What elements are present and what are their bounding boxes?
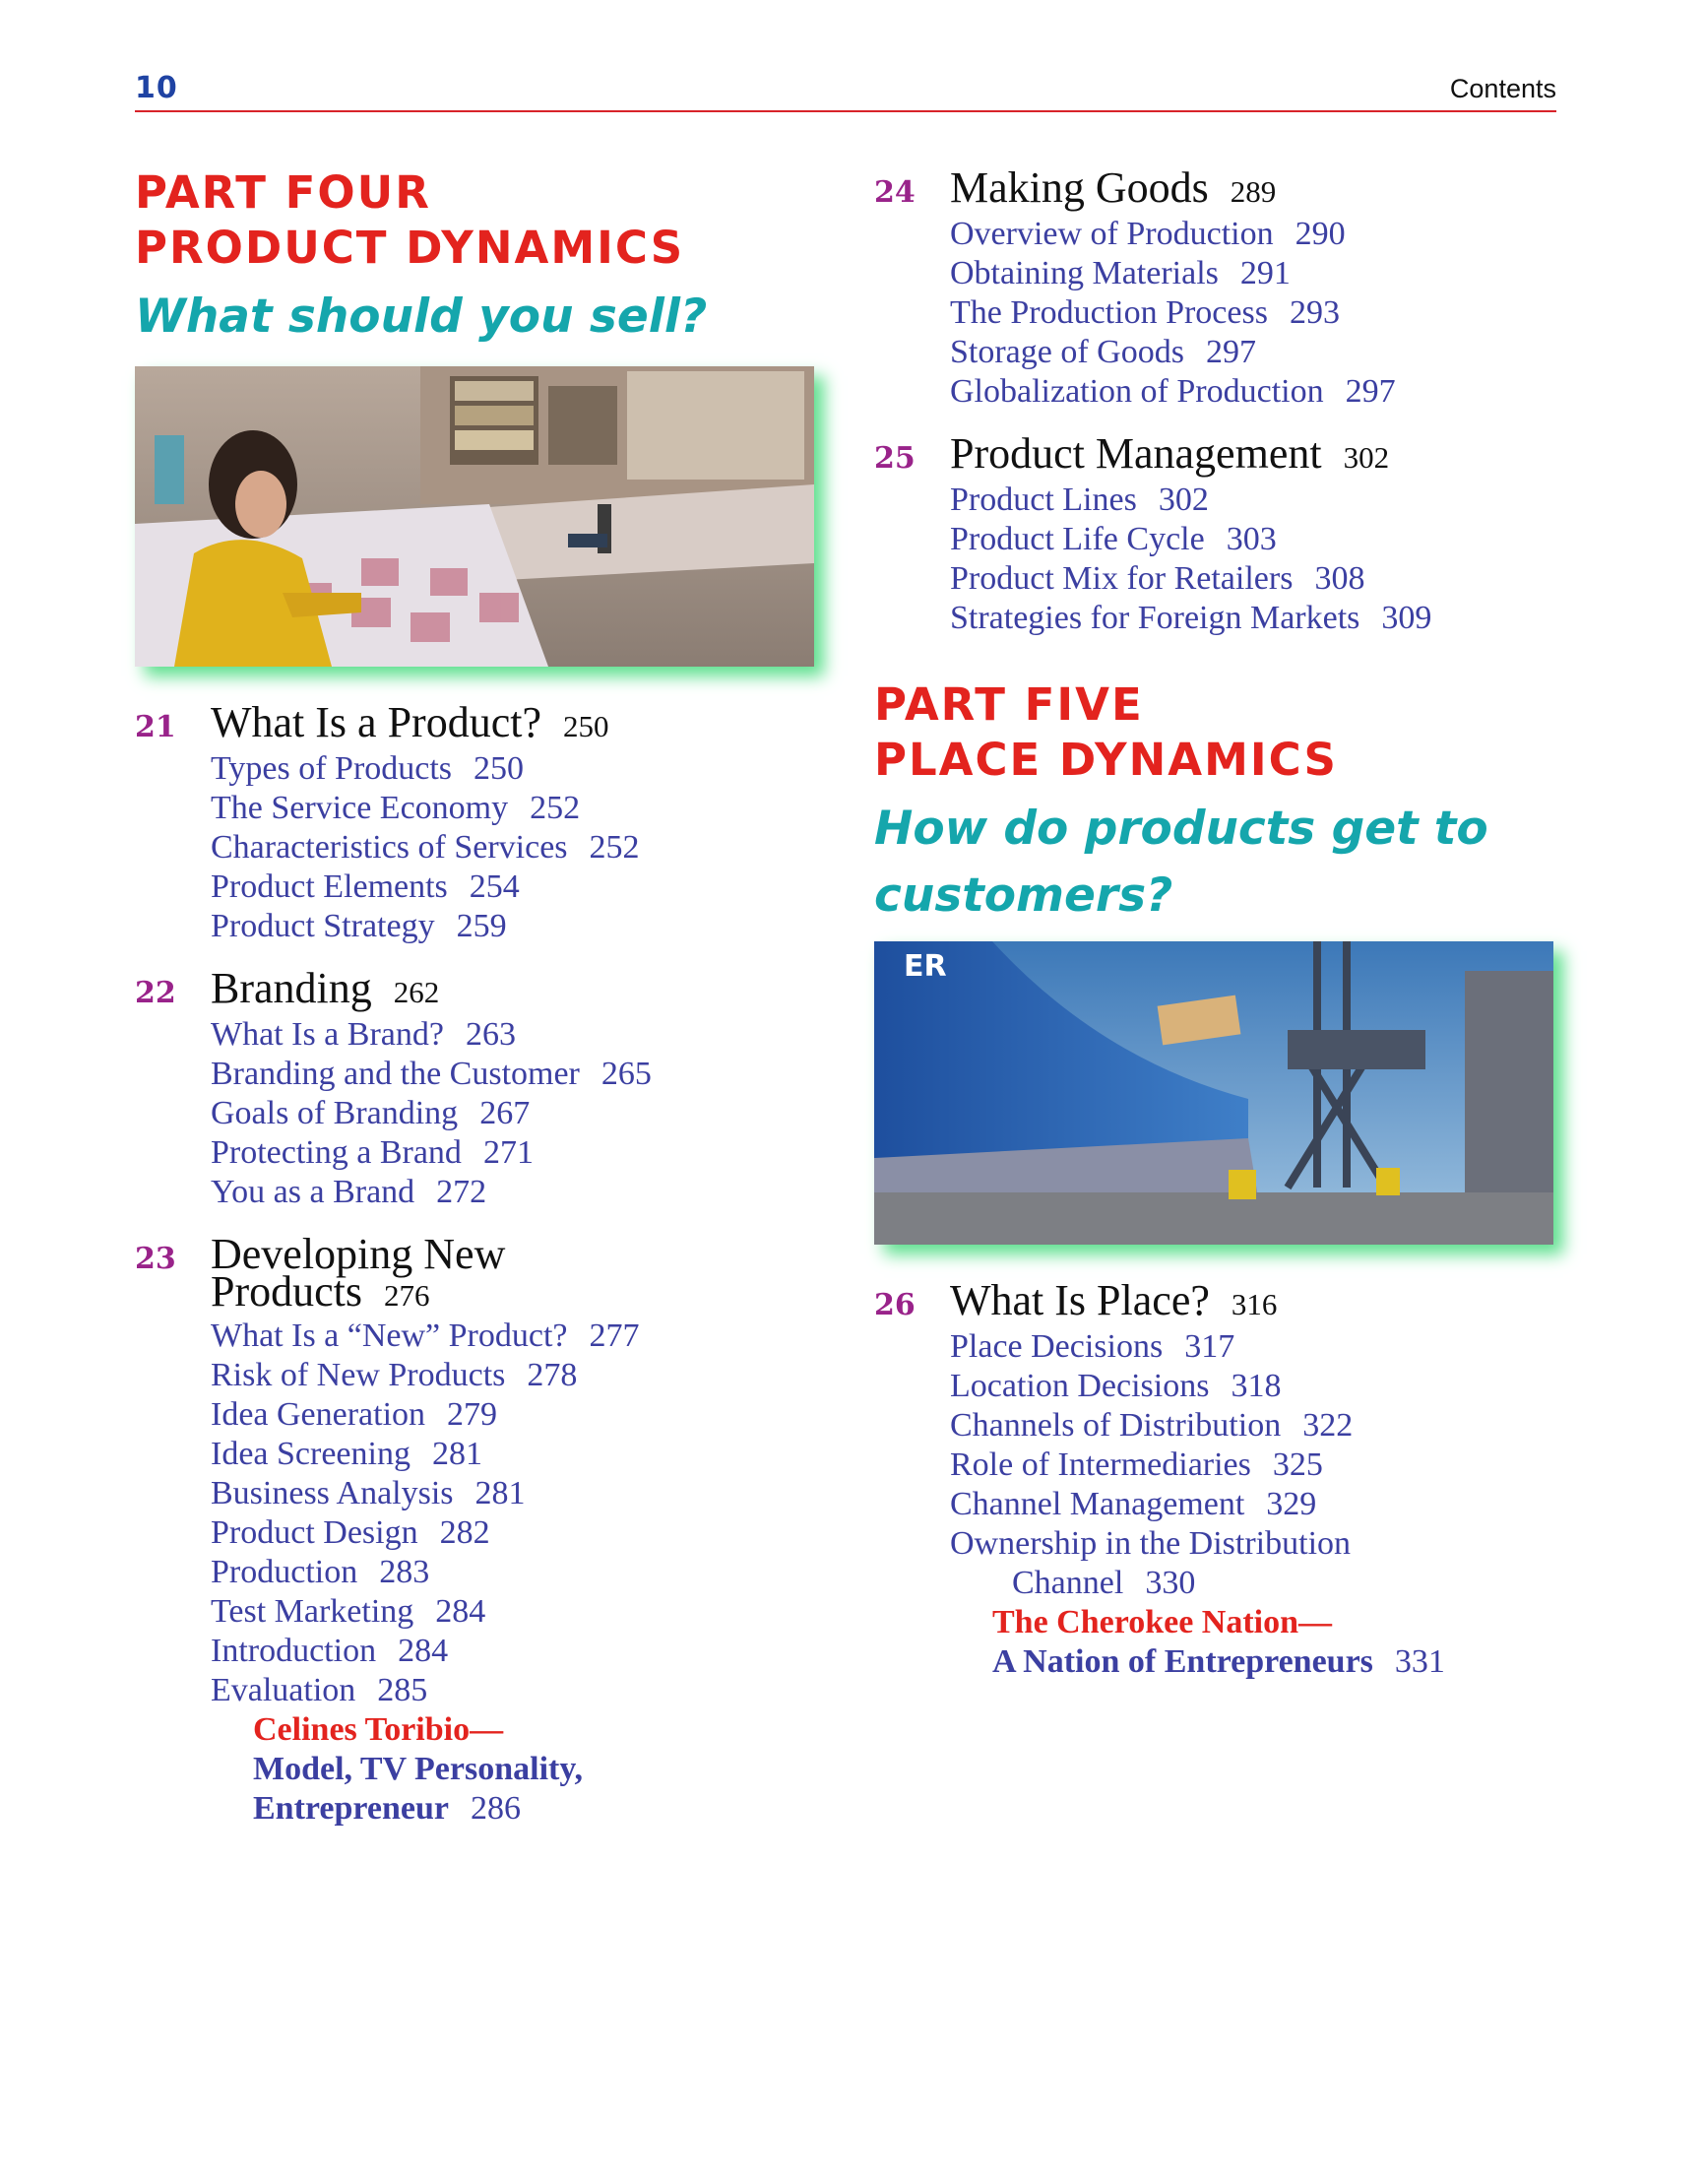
section-page: 303 xyxy=(1226,521,1277,557)
chapter-number: 22 xyxy=(135,976,176,1010)
ship-lettering: ER xyxy=(904,949,947,984)
section-page: 283 xyxy=(379,1554,430,1590)
section-entry xyxy=(211,828,824,867)
section-page: 297 xyxy=(1345,373,1396,410)
section-page: 277 xyxy=(589,1317,640,1354)
section-entry xyxy=(211,1317,824,1356)
section-title: Production xyxy=(211,1554,358,1590)
section-title: Role of Intermediaries xyxy=(950,1446,1251,1483)
section-page: 267 xyxy=(479,1095,531,1131)
feature-page: 331 xyxy=(1394,1643,1445,1680)
section-title: Product Elements xyxy=(211,868,448,905)
section-title: What Is a “New” Product? xyxy=(211,1317,568,1354)
section-title: Branding and the Customer xyxy=(211,1056,580,1092)
chapter-number: 21 xyxy=(135,710,176,744)
section-title: The Production Process xyxy=(950,294,1268,331)
section-page: 290 xyxy=(1295,216,1346,252)
section-page: 271 xyxy=(482,1134,534,1171)
section-title: Product Life Cycle xyxy=(950,521,1205,557)
section-entry xyxy=(211,1435,824,1474)
section-entry xyxy=(211,1632,824,1671)
section-page: 265 xyxy=(600,1056,652,1092)
left-column xyxy=(135,165,824,1829)
chapter-page: 250 xyxy=(563,709,609,743)
section-entry xyxy=(211,789,824,828)
section-title: Business Analysis xyxy=(211,1475,454,1511)
feature-subtitle: Model, TV Personality, xyxy=(253,1751,583,1787)
chapter-page: 276 xyxy=(384,1278,430,1313)
chapter-page: 262 xyxy=(393,975,440,1009)
section-page: 278 xyxy=(527,1357,578,1393)
tile-workshop-photo xyxy=(135,366,814,667)
chapter-page: 302 xyxy=(1343,440,1390,475)
section-title: Strategies for Foreign Markets xyxy=(950,600,1360,636)
section-page: 291 xyxy=(1239,255,1291,291)
chapter-title-line1: Developing New xyxy=(211,1230,506,1278)
chapter-title: Branding xyxy=(211,964,372,1012)
section-title: Channel Management xyxy=(950,1486,1245,1522)
section-entry xyxy=(950,254,1583,293)
section-page: 330 xyxy=(1145,1565,1196,1601)
section-title: Types of Products xyxy=(211,750,453,787)
section-entry xyxy=(950,215,1583,254)
feature-subtitle: Entrepreneur xyxy=(253,1790,449,1827)
section-page: 263 xyxy=(465,1016,516,1053)
part-five-title: PLACE DYNAMICS xyxy=(874,734,1338,786)
section-page: 317 xyxy=(1184,1328,1235,1365)
section-entry xyxy=(211,1133,824,1173)
section-title: Obtaining Materials xyxy=(950,255,1219,291)
section-entry xyxy=(211,749,824,789)
section-page: 325 xyxy=(1272,1446,1323,1483)
feature-subtitle: A Nation of Entrepreneurs xyxy=(992,1643,1373,1680)
section-entry xyxy=(211,907,824,946)
feature-name: Celines Toribio— xyxy=(253,1711,504,1748)
section-title: Globalization of Production xyxy=(950,373,1324,410)
part-four-title: PRODUCT DYNAMICS xyxy=(135,222,685,274)
section-title: Storage of Goods xyxy=(950,334,1184,370)
part-four-question: What should you sell? xyxy=(135,289,708,344)
section-entry xyxy=(211,1553,824,1592)
section-page: 272 xyxy=(436,1174,487,1210)
section-entry xyxy=(211,1055,824,1094)
section-entry xyxy=(950,293,1583,333)
section-entry xyxy=(211,1395,824,1435)
section-title: Goals of Branding xyxy=(211,1095,459,1131)
section-title: Product Strategy xyxy=(211,908,435,944)
section-page: 297 xyxy=(1205,334,1256,370)
part-four-label: PART FOUR xyxy=(135,166,431,219)
section-entry xyxy=(950,1485,1583,1524)
chapter-number: 26 xyxy=(874,1288,916,1322)
section-page: 259 xyxy=(456,908,507,944)
chapter-number: 24 xyxy=(874,175,916,210)
right-column xyxy=(874,165,1583,1682)
section-entry xyxy=(211,1513,824,1553)
feature-profile-entry xyxy=(253,1710,824,1829)
section-title: Risk of New Products xyxy=(211,1357,506,1393)
chapter-24 xyxy=(874,165,1583,412)
cargo-ship-photo xyxy=(874,941,1553,1245)
part-five-label: PART FIVE xyxy=(874,678,1144,731)
section-entry xyxy=(950,599,1583,638)
section-title: Idea Generation xyxy=(211,1396,426,1433)
section-title: Overview of Production xyxy=(950,216,1274,252)
section-entry xyxy=(211,1671,824,1710)
section-entry xyxy=(950,1327,1583,1367)
section-title: Ownership in the Distribution xyxy=(950,1525,1352,1562)
section-entry xyxy=(950,520,1583,559)
section-entry xyxy=(950,481,1583,520)
part-four-heading xyxy=(135,165,824,351)
section-page: 329 xyxy=(1266,1486,1317,1522)
section-title: Idea Screening xyxy=(211,1436,411,1472)
section-page: 285 xyxy=(377,1672,428,1708)
page-number: 10 xyxy=(135,71,178,105)
part-five-question: How do products get to xyxy=(874,802,1488,856)
section-entry xyxy=(211,1474,824,1513)
chapter-number: 25 xyxy=(874,441,916,476)
section-entry xyxy=(950,559,1583,599)
section-entry xyxy=(211,1173,824,1212)
section-page: 284 xyxy=(398,1633,449,1669)
chapter-number: 23 xyxy=(135,1242,176,1276)
section-title: Characteristics of Services xyxy=(211,829,568,866)
section-entry xyxy=(211,1356,824,1395)
section-entry-wrapped xyxy=(950,1524,1583,1603)
section-entry xyxy=(211,1094,824,1133)
section-page: 282 xyxy=(439,1514,490,1551)
section-title: Product Design xyxy=(211,1514,418,1551)
section-entry xyxy=(211,1592,824,1632)
section-title: Evaluation xyxy=(211,1672,356,1708)
chapter-25 xyxy=(874,431,1583,638)
section-title: Place Decisions xyxy=(950,1328,1164,1365)
chapter-22 xyxy=(135,966,824,1212)
section-title: Test Marketing xyxy=(211,1593,414,1630)
section-title: Location Decisions xyxy=(950,1368,1210,1404)
section-title: What Is a Brand? xyxy=(211,1016,444,1053)
section-page: 281 xyxy=(431,1436,482,1472)
chapter-title: Making Goods xyxy=(950,163,1209,212)
section-page: 302 xyxy=(1158,482,1209,518)
feature-name: The Cherokee Nation— xyxy=(992,1604,1333,1640)
section-page: 252 xyxy=(589,829,640,866)
section-page: 284 xyxy=(435,1593,486,1630)
section-page: 322 xyxy=(1302,1407,1354,1444)
section-page: 250 xyxy=(474,750,525,787)
chapter-title-line2: Products xyxy=(211,1267,362,1316)
chapter-21 xyxy=(135,700,824,946)
chapter-page: 289 xyxy=(1230,174,1277,209)
section-page: 308 xyxy=(1314,560,1365,597)
section-title-continued: Channel xyxy=(1012,1565,1124,1601)
section-title: Introduction xyxy=(211,1633,377,1669)
section-title: Protecting a Brand xyxy=(211,1134,462,1171)
section-page: 293 xyxy=(1289,294,1340,331)
section-entry xyxy=(950,1367,1583,1406)
section-page: 252 xyxy=(530,790,581,826)
section-page: 318 xyxy=(1231,1368,1282,1404)
chapter-title: What Is Place? xyxy=(950,1276,1210,1324)
part-five-question: customers? xyxy=(874,868,1173,923)
section-page: 254 xyxy=(469,868,520,905)
section-entry xyxy=(950,372,1583,412)
header-rule xyxy=(135,110,1556,112)
chapter-26 xyxy=(874,1278,1583,1682)
section-title: Product Lines xyxy=(950,482,1137,518)
chapter-page: 316 xyxy=(1231,1287,1278,1321)
section-title: Product Mix for Retailers xyxy=(950,560,1294,597)
feature-page: 286 xyxy=(470,1790,521,1827)
section-entry xyxy=(950,333,1583,372)
running-header-title: Contents xyxy=(1449,74,1556,103)
section-title: The Service Economy xyxy=(211,790,509,826)
section-page: 279 xyxy=(447,1396,498,1433)
part-five-heading xyxy=(874,677,1583,930)
chapter-title: Product Management xyxy=(950,429,1322,478)
section-page: 281 xyxy=(474,1475,526,1511)
section-title: Channels of Distribution xyxy=(950,1407,1282,1444)
section-page: 309 xyxy=(1381,600,1432,636)
feature-profile-entry xyxy=(992,1603,1583,1682)
section-title: You as a Brand xyxy=(211,1174,415,1210)
section-entry xyxy=(950,1445,1583,1485)
chapter-title: What Is a Product? xyxy=(211,698,541,746)
section-entry xyxy=(211,1015,824,1055)
chapter-23 xyxy=(135,1232,824,1829)
section-entry xyxy=(211,867,824,907)
section-entry xyxy=(950,1406,1583,1445)
